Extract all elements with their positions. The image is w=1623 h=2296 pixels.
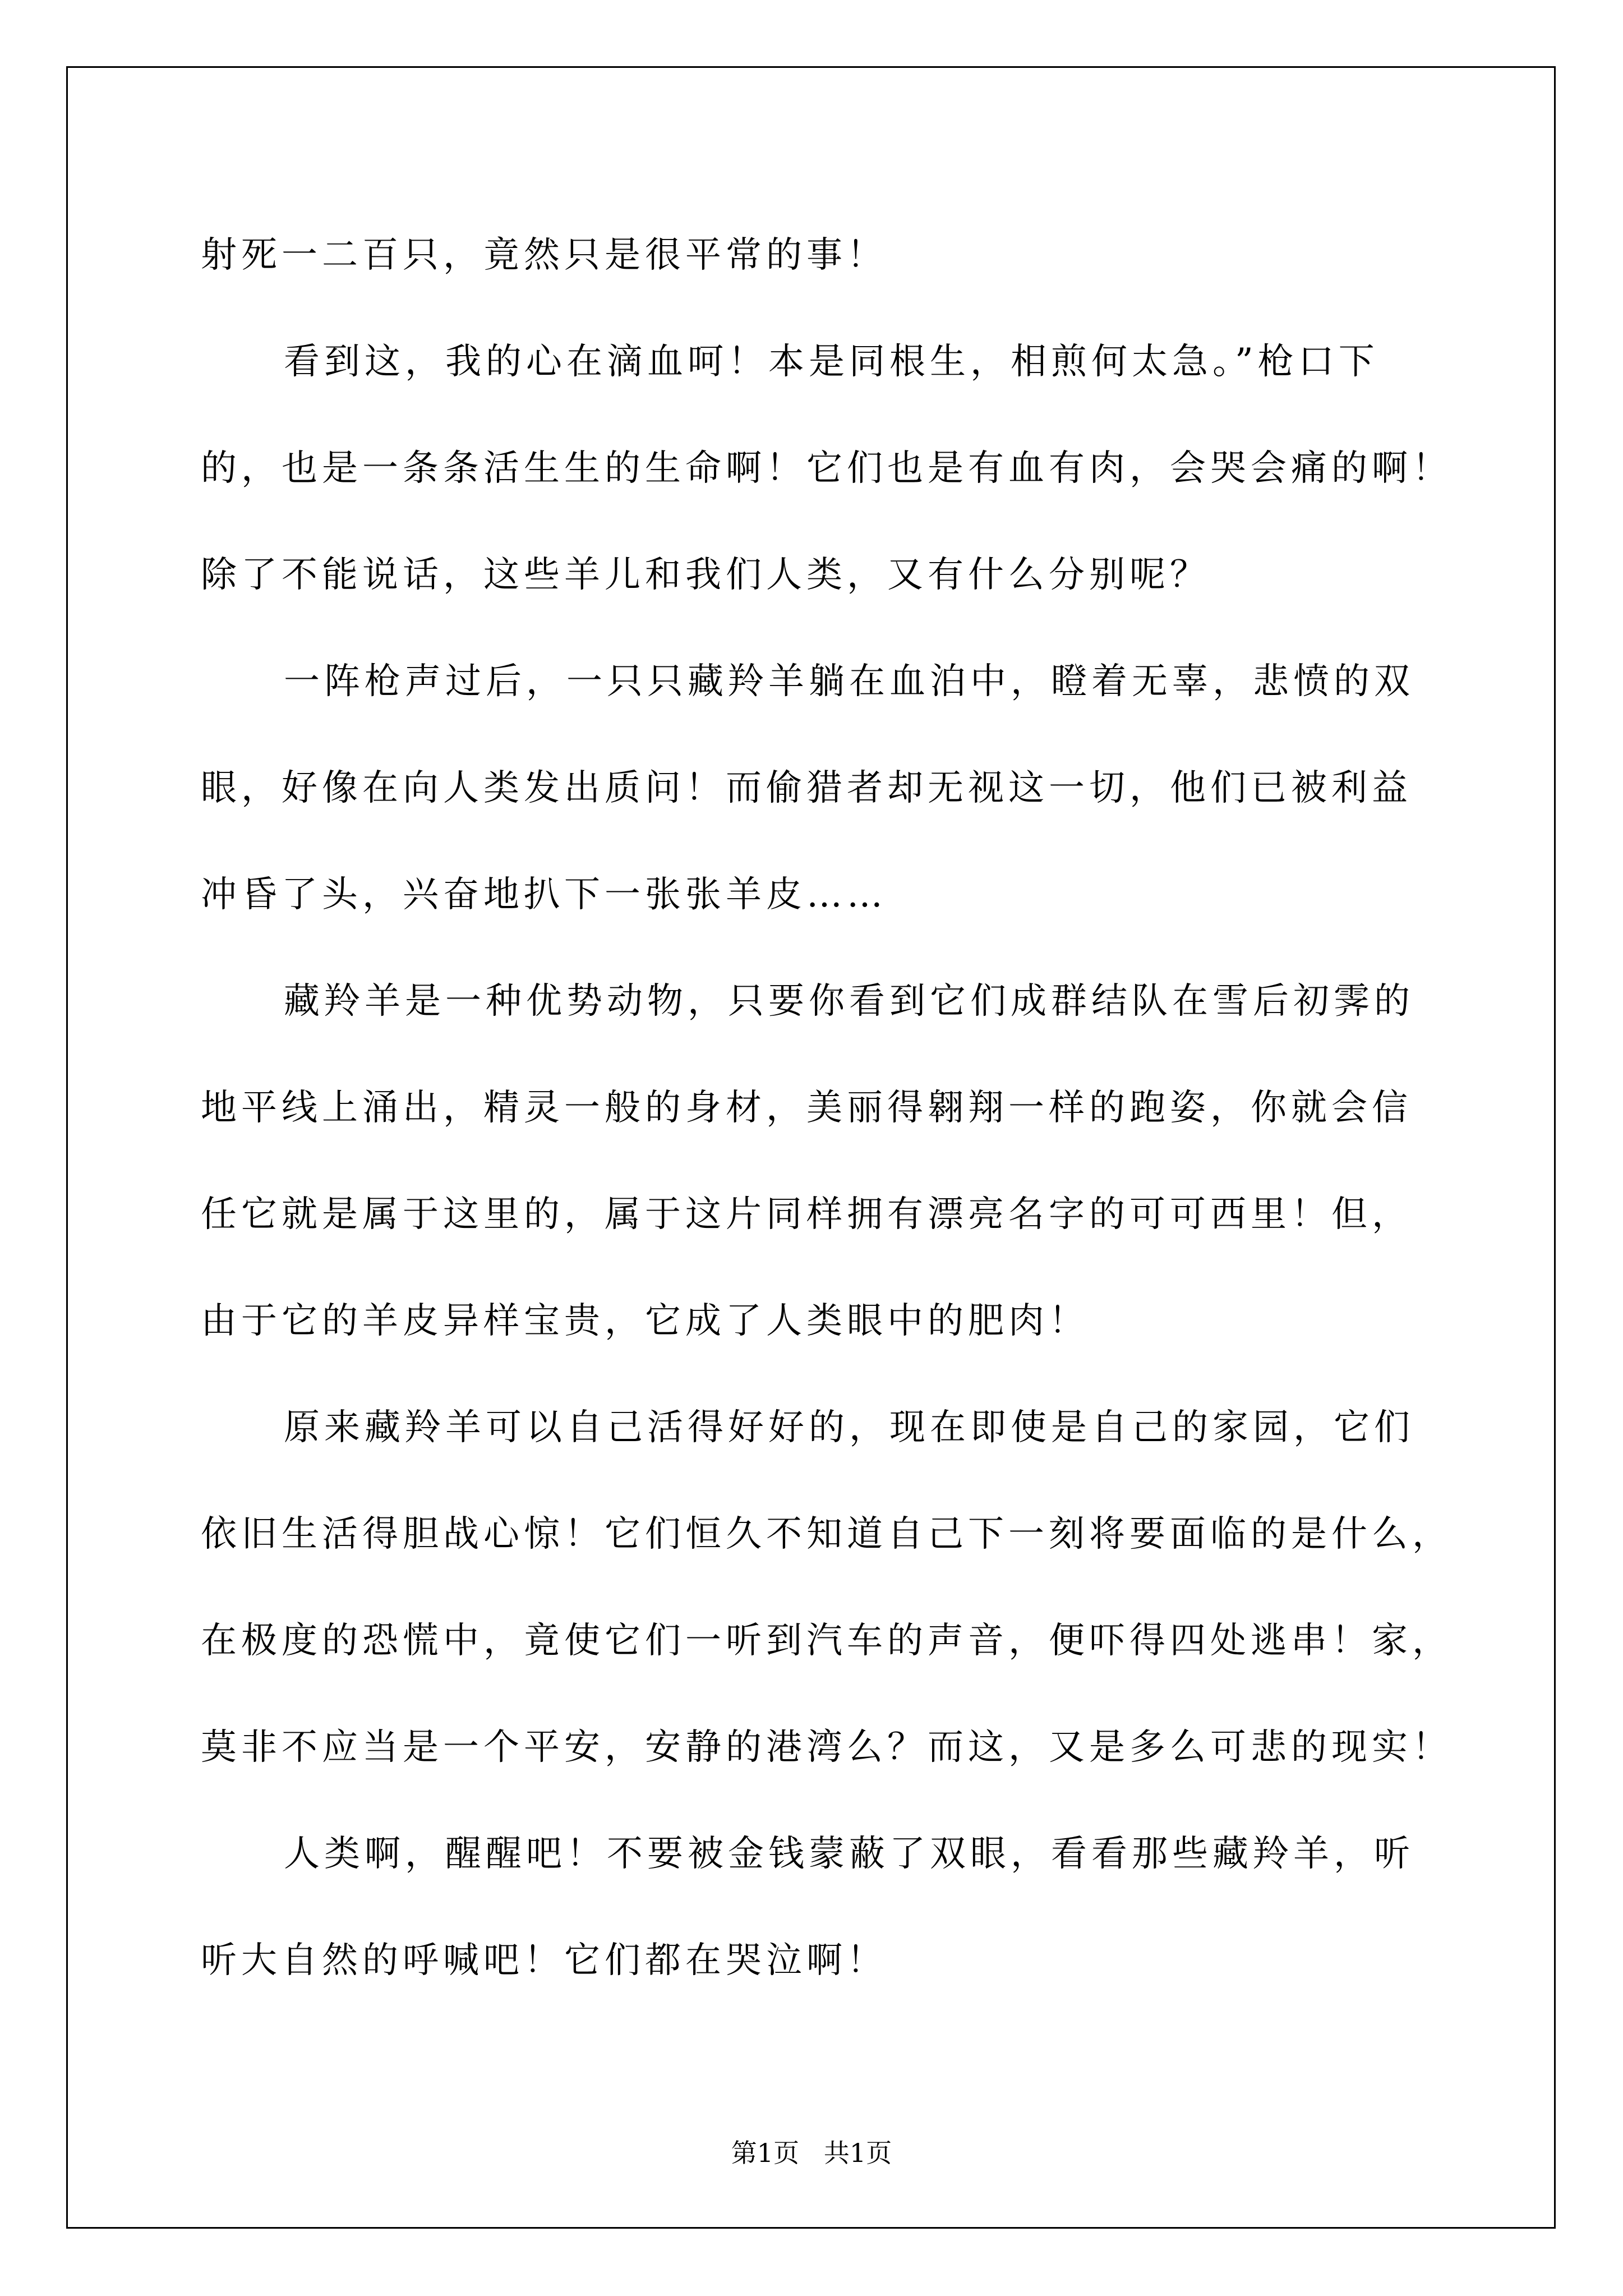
text-line: 地平线上涌出，精灵一般的身材，美丽得翱翔一样的跑姿，你就会信 (201, 1087, 1412, 1129)
text-line: 在极度的恐慌中，竟使它们一听到汽车的声音，便吓得四处逃串！家， (201, 1620, 1453, 1662)
page-footer: 第1页 共1页 (731, 2138, 892, 2168)
text-line: 射死一二百只，竟然只是很平常的事！ (201, 234, 887, 276)
paragraph-first-line: 原来藏羚羊可以自己活得好好的，现在即使是自己的家园，它们 (284, 1407, 1414, 1448)
paragraph-first-line: 藏羚羊是一种优势动物，只要你看到它们成群结队在雪后初霁的 (284, 981, 1414, 1022)
text-line: 听大自然的呼喊吧！它们都在哭泣啊！ (201, 1940, 887, 1981)
text-line: 冲昏了头，兴奋地扒下一张张羊皮…… (201, 874, 887, 915)
text-line: 依旧生活得胆战心惊！它们恒久不知道自己下一刻将要面临的是什么， (201, 1513, 1453, 1555)
text-line: 除了不能说话，这些羊儿和我们人类，又有什么分别呢？ (201, 554, 1210, 596)
document-body (201, 202, 1453, 2014)
paragraph-first-line: 看到这，我的心在滴血呵！本是同根生，相煎何太急。”枪口下 (284, 341, 1379, 383)
paragraph-first-line: 一阵枪声过后，一只只藏羚羊躺在血泊中，瞪着无辜，悲愤的双 (284, 661, 1414, 702)
text-line: 眼，好像在向人类发出质问！而偷猎者却无视这一切，他们已被利益 (201, 767, 1412, 809)
text-line: 由于它的羊皮异样宝贵，它成了人类眼中的肥肉！ (201, 1300, 1089, 1342)
text-line: 任它就是属于这里的，属于这片同样拥有漂亮名字的可可西里！但， (201, 1194, 1412, 1235)
paragraph-first-line: 人类啊，醒醒吧！不要被金钱蒙蔽了双眼，看看那些藏羚羊，听 (284, 1833, 1414, 1875)
text-line: 莫非不应当是一个平安，安静的港湾么？而这，又是多么可悲的现实！ (201, 1727, 1453, 1768)
text-line: 的，也是一条条活生生的生命啊！它们也是有血有肉，会哭会痛的啊！ (201, 448, 1453, 489)
